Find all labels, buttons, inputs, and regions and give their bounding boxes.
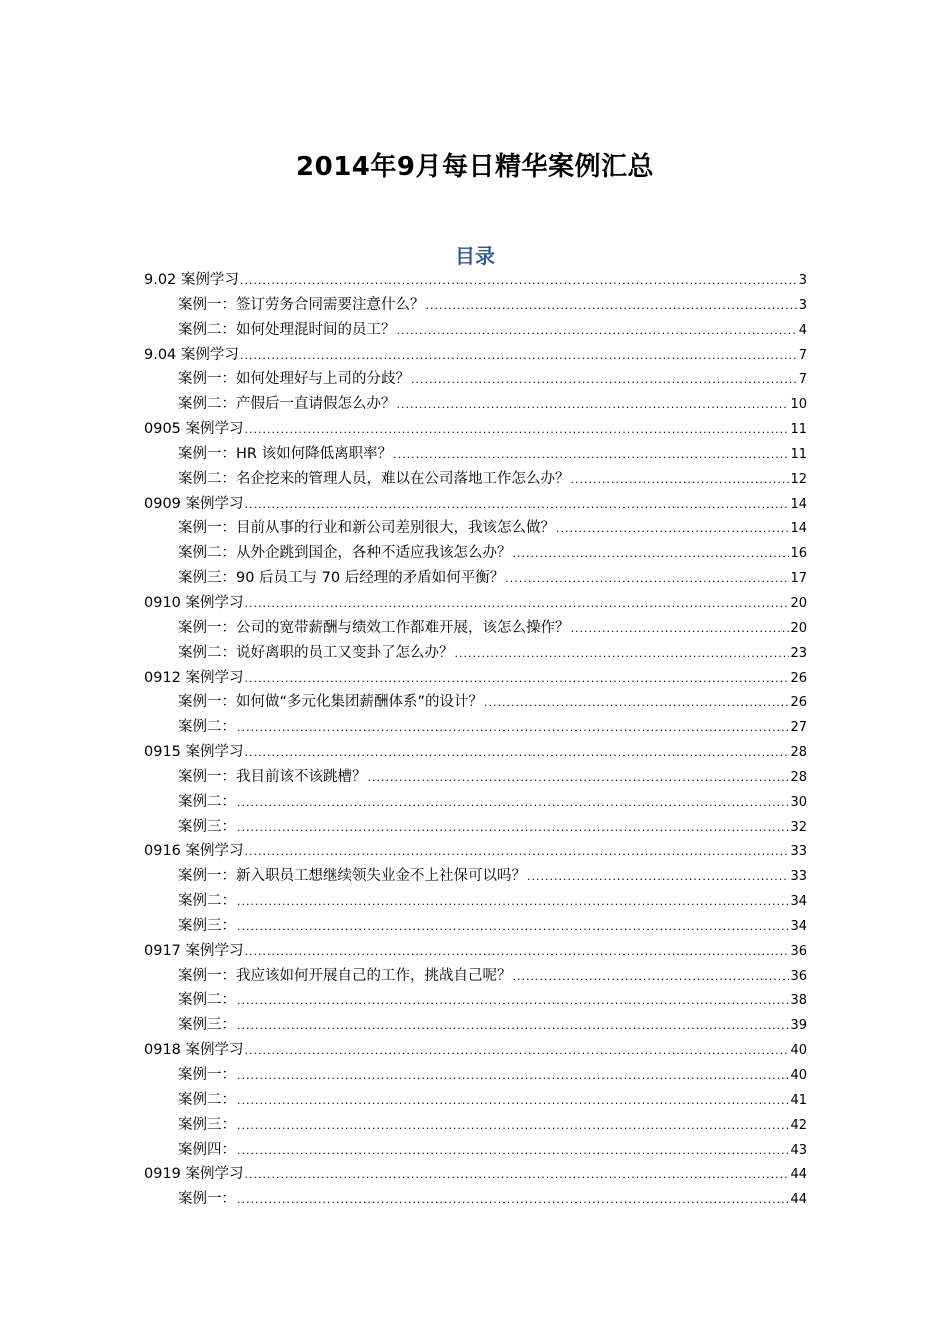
toc-entry-title: 案例一： — [178, 1191, 236, 1208]
toc-page-number: 14 — [790, 521, 807, 537]
toc-case-link[interactable] — [144, 1013, 807, 1038]
toc-page-number: 20 — [790, 620, 807, 636]
toc-page-number: 40 — [790, 1043, 807, 1059]
toc-page-number: 40 — [790, 1068, 807, 1083]
page-title: 2014年9月每日精华案例汇总 — [296, 152, 654, 183]
toc-entry-title: 案例一：目前从事的行业和新公司差别很大，我该怎么做？ — [178, 520, 555, 537]
toc-entry-title: 案例二： — [178, 1091, 236, 1108]
toc-case-link[interactable] — [144, 1138, 807, 1163]
toc-entry-title: 0915 案例学习 — [144, 744, 244, 761]
toc-entry-title: 案例二：名企挖来的管理人员，难以在公司落地工作怎么办？ — [178, 470, 570, 487]
toc-page-number: 26 — [790, 695, 807, 711]
toc-dot-leader — [397, 319, 798, 344]
toc-case-link[interactable] — [144, 392, 807, 417]
toc-entry-title: 0910 案例学习 — [144, 594, 244, 611]
toc-entry-title: 0917 案例学习 — [144, 942, 244, 959]
toc-entry-title: 案例二： — [178, 893, 236, 910]
toc-entry-title: 0912 案例学习 — [144, 669, 244, 686]
toc-dot-leader — [426, 294, 798, 319]
toc-page-number: 36 — [790, 943, 807, 959]
toc-page-number: 34 — [790, 918, 807, 934]
toc-section-link[interactable] — [144, 1162, 807, 1187]
toc-page-number: 43 — [790, 1142, 807, 1158]
toc-case-link[interactable] — [144, 442, 807, 467]
toc-page-number: 42 — [790, 1117, 807, 1133]
table-of-contents — [144, 268, 807, 1212]
toc-dot-leader — [455, 642, 790, 667]
toc-dot-leader — [237, 716, 789, 741]
toc-dot-leader — [237, 989, 789, 1014]
toc-case-link[interactable] — [144, 1113, 807, 1138]
toc-page-number: 34 — [790, 894, 807, 910]
toc-page-number: 4 — [798, 322, 807, 338]
toc-dot-leader — [240, 344, 798, 369]
toc-case-link[interactable] — [144, 516, 807, 541]
toc-dot-leader — [571, 617, 790, 642]
toc-case-link[interactable] — [144, 864, 807, 889]
toc-entry-title: 案例一：签订劳务合同需要注意什么？ — [178, 296, 425, 313]
toc-case-link[interactable] — [144, 293, 807, 318]
toc-dot-leader — [237, 816, 789, 841]
toc-case-link[interactable] — [144, 1088, 807, 1113]
toc-section-link[interactable] — [144, 268, 807, 293]
toc-dot-leader — [245, 667, 790, 692]
toc-entry-title: 0909 案例学习 — [144, 495, 244, 512]
toc-entry-title: 案例三： — [178, 1116, 236, 1133]
toc-entry-title: 案例二：产假后一直请假怎么办？ — [178, 396, 396, 413]
toc-case-link[interactable] — [144, 641, 807, 666]
toc-page-number: 14 — [790, 496, 807, 512]
toc-section-link[interactable] — [144, 939, 807, 964]
toc-section-link[interactable] — [144, 839, 807, 864]
toc-dot-leader — [368, 766, 790, 791]
toc-case-link[interactable] — [144, 815, 807, 840]
toc-case-link[interactable] — [144, 914, 807, 939]
toc-case-link[interactable] — [144, 1187, 807, 1212]
toc-entry-title: 0905 案例学习 — [144, 421, 244, 438]
toc-entry-title: 9.04 案例学习 — [144, 346, 239, 363]
toc-dot-leader — [505, 567, 789, 592]
toc-entry-title: 案例一：HR 该如何降低离职率？ — [178, 445, 393, 462]
toc-dot-leader — [484, 691, 789, 716]
toc-dot-leader — [245, 592, 790, 617]
toc-page-number: 7 — [798, 347, 807, 363]
toc-dot-leader — [245, 940, 790, 965]
toc-page-number: 44 — [790, 1167, 807, 1183]
toc-case-link[interactable] — [144, 541, 807, 566]
toc-dot-leader — [237, 1089, 789, 1114]
toc-dot-leader — [237, 1014, 789, 1039]
toc-entry-title: 案例二： — [178, 793, 236, 810]
toc-entry-title: 9.02 案例学习 — [144, 272, 239, 288]
toc-page-number: 27 — [790, 720, 807, 736]
toc-entry-title: 案例一：公司的宽带薪酬与绩效工作都难开展，该怎么操作？ — [178, 619, 570, 636]
toc-section-link[interactable] — [144, 591, 807, 616]
toc-entry-title: 0916 案例学习 — [144, 843, 244, 860]
toc-entry-title: 0919 案例学习 — [144, 1166, 244, 1183]
toc-heading: 目录 — [455, 243, 495, 268]
toc-case-link[interactable] — [144, 318, 807, 343]
toc-section-link[interactable] — [144, 343, 807, 368]
toc-dot-leader — [513, 542, 790, 567]
toc-dot-leader — [513, 965, 790, 990]
toc-page-number: 28 — [790, 769, 807, 785]
toc-case-link[interactable] — [144, 964, 807, 989]
toc-entry-title: 案例四： — [178, 1141, 236, 1158]
toc-dot-leader — [237, 791, 789, 816]
toc-page-number: 39 — [790, 1018, 807, 1034]
toc-page-number: 33 — [790, 844, 807, 860]
toc-case-link[interactable] — [144, 715, 807, 740]
toc-entry-title: 案例二：如何处理混时间的员工？ — [178, 321, 396, 338]
toc-dot-leader — [571, 468, 790, 493]
toc-page-number: 32 — [790, 819, 807, 835]
toc-entry-title: 案例三： — [178, 1017, 236, 1034]
toc-dot-leader — [237, 890, 789, 915]
toc-dot-leader — [245, 418, 790, 443]
toc-page-number: 20 — [790, 595, 807, 611]
toc-dot-leader — [245, 1163, 790, 1188]
toc-dot-leader — [237, 915, 789, 940]
toc-dot-leader — [237, 1139, 789, 1164]
toc-dot-leader — [411, 368, 798, 393]
toc-dot-leader — [245, 741, 790, 766]
toc-entry-title: 案例一：如何处理好与上司的分歧？ — [178, 371, 410, 388]
toc-entry-title: 案例一： — [178, 1067, 236, 1083]
toc-page-number: 26 — [790, 670, 807, 686]
toc-entry-title: 案例三： — [178, 818, 236, 835]
toc-section-link[interactable] — [144, 1038, 807, 1063]
toc-page-number: 38 — [790, 993, 807, 1009]
toc-page-number: 41 — [790, 1092, 807, 1108]
toc-page-number: 33 — [790, 869, 807, 885]
toc-dot-leader — [245, 493, 790, 518]
toc-case-link[interactable] — [144, 467, 807, 492]
toc-entry-title: 案例二： — [178, 992, 236, 1009]
toc-page-number: 30 — [790, 794, 807, 810]
toc-section-link[interactable] — [144, 492, 807, 517]
toc-dot-leader — [556, 517, 789, 542]
toc-dot-leader — [245, 1039, 790, 1064]
toc-section-link[interactable] — [144, 417, 807, 442]
toc-page-number: 16 — [790, 546, 807, 562]
toc-page-number: 11 — [790, 422, 807, 438]
toc-page-number: 17 — [790, 571, 807, 587]
toc-page-number: 44 — [790, 1192, 807, 1208]
toc-dot-leader — [245, 840, 790, 865]
toc-dot-leader — [237, 1114, 789, 1139]
toc-section-link[interactable] — [144, 666, 807, 691]
toc-case-link[interactable] — [144, 790, 807, 815]
toc-page-number: 28 — [790, 745, 807, 761]
toc-entry-title: 案例二：说好离职的员工又变卦了怎么办？ — [178, 644, 454, 661]
toc-dot-leader — [240, 269, 798, 294]
toc-entry-title: 案例一：我应该如何开展自己的工作，挑战自己呢？ — [178, 967, 512, 984]
toc-page-number: 7 — [798, 372, 807, 388]
toc-section-link[interactable] — [144, 740, 807, 765]
toc-entry-title: 案例二：从外企跳到国企，各种不适应我该怎么办？ — [178, 545, 512, 562]
toc-entry-title: 案例三：90 后员工与 70 后经理的矛盾如何平衡？ — [178, 570, 505, 587]
toc-entry-title: 案例一：新入职员工想继续领失业金不上社保可以吗？ — [178, 868, 526, 885]
toc-case-link[interactable] — [144, 367, 807, 392]
toc-entry-title: 案例一：如何做“多元化集团薪酬体系”的设计？ — [178, 694, 484, 711]
toc-dot-leader — [237, 1188, 789, 1213]
toc-entry-title: 案例一：我目前该不该跳槽？ — [178, 768, 367, 785]
toc-entry-title: 0918 案例学习 — [144, 1042, 244, 1059]
toc-case-link[interactable] — [144, 1063, 807, 1088]
toc-case-link[interactable] — [144, 765, 807, 790]
toc-case-link[interactable] — [144, 988, 807, 1013]
toc-case-link[interactable] — [144, 690, 807, 715]
toc-dot-leader — [397, 393, 790, 418]
toc-dot-leader — [237, 1064, 789, 1089]
toc-entry-title: 案例三： — [178, 917, 236, 934]
toc-page-number: 36 — [790, 968, 807, 984]
toc-dot-leader — [527, 865, 789, 890]
toc-page-number: 10 — [790, 397, 807, 413]
toc-entry-title: 案例二： — [178, 719, 236, 736]
toc-case-link[interactable] — [144, 616, 807, 641]
toc-page-number: 3 — [798, 297, 807, 313]
toc-page-number: 3 — [798, 273, 807, 288]
toc-page-number: 12 — [790, 471, 807, 487]
toc-page-number: 23 — [790, 645, 807, 661]
toc-case-link[interactable] — [144, 889, 807, 914]
toc-dot-leader — [393, 443, 789, 468]
toc-page-number: 11 — [790, 446, 807, 462]
toc-case-link[interactable] — [144, 566, 807, 591]
